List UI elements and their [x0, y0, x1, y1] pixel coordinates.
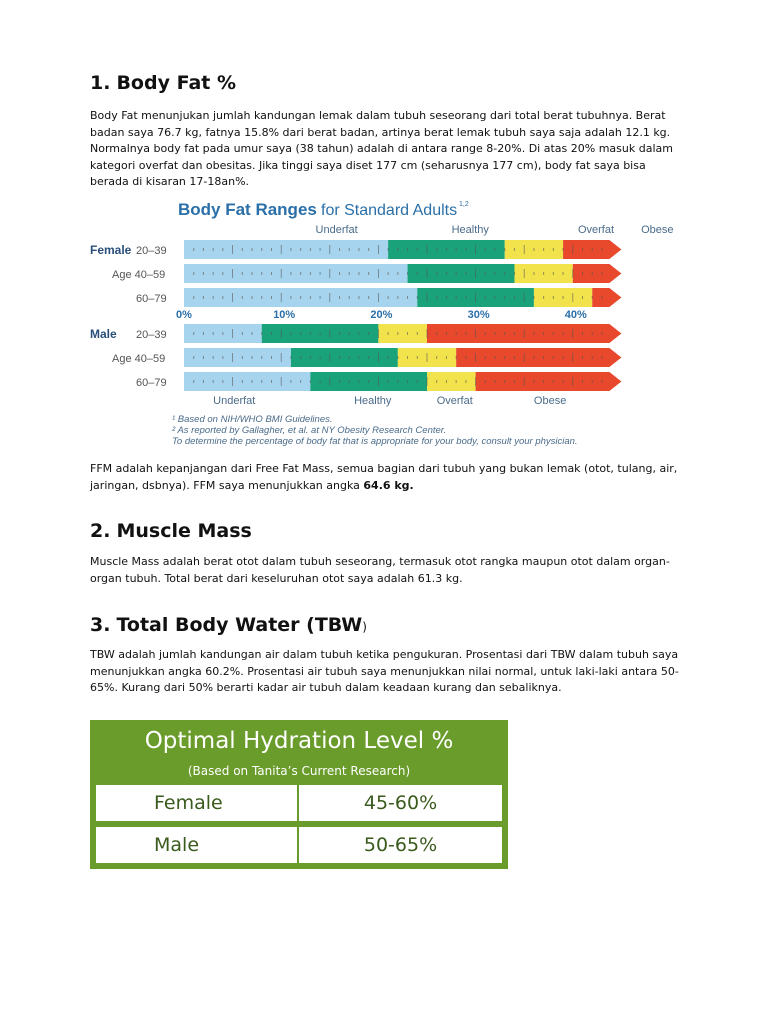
tick-dot	[514, 332, 515, 335]
tick-dot	[252, 380, 253, 383]
tick-dot	[504, 272, 505, 275]
tick-dot	[271, 380, 272, 383]
tick-dot	[310, 296, 311, 299]
tick-dot	[601, 248, 602, 251]
tick-dot	[300, 356, 301, 359]
tick-dot	[397, 296, 398, 299]
tick-dot	[349, 356, 350, 359]
tick-dot	[495, 248, 496, 251]
tick-dot	[543, 296, 544, 299]
tick-dot	[388, 356, 389, 359]
tick-dot	[193, 248, 194, 251]
obese-segment	[573, 264, 622, 283]
tick-dot	[563, 272, 564, 275]
age-range-label: Age 40–59	[112, 353, 166, 365]
group-label: Female	[90, 243, 132, 257]
tick-dot	[252, 272, 253, 275]
section-number: 2.	[90, 520, 111, 542]
tick-dot	[553, 380, 554, 383]
tick-dot	[436, 248, 437, 251]
tick-dot	[533, 248, 534, 251]
tick-dot	[271, 356, 272, 359]
obese-segment	[456, 348, 621, 367]
hydration-row-female	[96, 785, 502, 821]
tick-dot	[213, 356, 214, 359]
category-label-bottom: Healthy	[354, 395, 392, 407]
tick-dot	[563, 356, 564, 359]
tick-dot	[446, 380, 447, 383]
tick-dot	[514, 356, 515, 359]
tick-dot	[358, 248, 359, 251]
tick-dot	[300, 332, 301, 335]
section-title-paren: )	[362, 620, 367, 634]
tick-dot	[310, 248, 311, 251]
tick-dot	[495, 380, 496, 383]
tick-dot	[456, 380, 457, 383]
tick-dot	[456, 272, 457, 275]
tick-dot	[222, 296, 223, 299]
tick-dot	[533, 272, 534, 275]
tick-dot	[592, 272, 593, 275]
tick-dot	[193, 380, 194, 383]
tick-dot	[271, 296, 272, 299]
section-heading-body-fat	[90, 72, 236, 94]
chart-title-suffix: for Standard Adults	[321, 202, 458, 219]
tick-dot	[290, 332, 291, 335]
ffm-value: 64.6 kg.	[363, 478, 414, 492]
body-fat-ranges-chart	[86, 194, 674, 456]
x-tick-label: 0%	[176, 309, 192, 321]
tick-dot	[485, 356, 486, 359]
tick-dot	[407, 248, 408, 251]
hydration-value: 50-65%	[363, 834, 438, 856]
tick-dot	[310, 332, 311, 335]
tick-dot	[495, 332, 496, 335]
category-label-top: Obese	[641, 224, 674, 236]
tick-dot	[582, 248, 583, 251]
tick-dot	[358, 380, 359, 383]
hydration-label: Male	[96, 827, 299, 863]
tick-dot	[553, 248, 554, 251]
tick-dot	[465, 296, 466, 299]
hydration-value: 45-60%	[363, 792, 438, 814]
tick-dot	[300, 248, 301, 251]
tick-dot	[300, 380, 301, 383]
tick-dot	[252, 296, 253, 299]
tick-dot	[368, 356, 369, 359]
tick-dot	[582, 380, 583, 383]
tick-dot	[397, 272, 398, 275]
category-label-bottom: Underfat	[213, 395, 256, 407]
tick-dot	[446, 332, 447, 335]
tick-dot	[310, 356, 311, 359]
tick-dot	[368, 272, 369, 275]
tick-dot	[533, 356, 534, 359]
tick-dot	[582, 356, 583, 359]
tick-dot	[252, 248, 253, 251]
tick-dot	[193, 296, 194, 299]
tick-dot	[252, 356, 253, 359]
tick-dot	[504, 356, 505, 359]
tick-dot	[320, 248, 321, 251]
tick-dot	[320, 296, 321, 299]
tick-dot	[300, 272, 301, 275]
tick-dot	[514, 296, 515, 299]
tick-dot	[446, 296, 447, 299]
tick-dot	[533, 296, 534, 299]
tick-dot	[290, 356, 291, 359]
tick-dot	[504, 380, 505, 383]
tick-dot	[446, 272, 447, 275]
tick-dot	[601, 272, 602, 275]
tick-dot	[290, 272, 291, 275]
tick-dot	[388, 296, 389, 299]
tick-dot	[310, 380, 311, 383]
tick-dot	[543, 332, 544, 335]
tick-dot	[465, 248, 466, 251]
tick-dot	[456, 296, 457, 299]
underfat-segment	[184, 240, 388, 259]
tick-dot	[397, 356, 398, 359]
tick-dot	[436, 272, 437, 275]
tick-dot	[582, 272, 583, 275]
age-range-label: 20–39	[136, 329, 167, 341]
tick-dot	[485, 272, 486, 275]
tick-dot	[349, 332, 350, 335]
chart-footnote: To determine the percentage of body fat that is appropriate for your body, consult your physician.	[172, 436, 578, 447]
underfat-segment	[184, 264, 408, 283]
tick-dot	[417, 332, 418, 335]
tick-dot	[261, 356, 262, 359]
overfat-segment	[427, 372, 476, 391]
tick-dot	[485, 248, 486, 251]
chart-title: Body Fat Ranges	[178, 200, 317, 219]
tick-dot	[592, 332, 593, 335]
tick-dot	[495, 296, 496, 299]
ffm-paragraph	[90, 461, 680, 494]
tick-dot	[349, 272, 350, 275]
tick-dot	[417, 380, 418, 383]
tick-dot	[213, 248, 214, 251]
tick-dot	[601, 296, 602, 299]
tick-dot	[320, 380, 321, 383]
tick-dot	[465, 272, 466, 275]
category-label-bottom: Overfat	[436, 395, 473, 407]
section-title: Body Fat %	[116, 72, 237, 94]
tick-dot	[543, 248, 544, 251]
tick-dot	[261, 272, 262, 275]
tick-dot	[358, 272, 359, 275]
tick-dot	[358, 296, 359, 299]
hydration-row-male	[96, 827, 502, 863]
body-fat-paragraph: Body Fat menunjukan jumlah kandungan lemak dalam tubuh seseorang dari total berat tubuhnya. Berat badan saya 76.7 kg, fatnya 15.8% dari berat badan, artinya berat lemak tubuh saya saja adalah 12.1 kg. Normalnya body fat pada umur saya (38 tahun) adalah di antara range 8-20%. Di atas 20% masuk dalam kategori overfat dan obesitas. Jika tinggi saya diset 177 cm (seharusnya 177 cm), body fat saya bisa berada di kisaran 17-18an%.	[90, 109, 673, 188]
tick-dot	[407, 296, 408, 299]
tick-dot	[242, 272, 243, 275]
tick-dot	[388, 332, 389, 335]
tick-dot	[261, 248, 262, 251]
tick-dot	[417, 296, 418, 299]
tick-dot	[222, 380, 223, 383]
tick-dot	[290, 380, 291, 383]
tick-dot	[242, 356, 243, 359]
tick-dot	[563, 380, 564, 383]
tick-dot	[339, 380, 340, 383]
tick-dot	[222, 332, 223, 335]
tick-dot	[417, 248, 418, 251]
obese-segment	[476, 372, 622, 391]
tick-dot	[436, 296, 437, 299]
tick-dot	[222, 272, 223, 275]
tick-dot	[300, 296, 301, 299]
tick-dot	[563, 296, 564, 299]
tick-dot	[388, 272, 389, 275]
age-range-label: 20–39	[136, 245, 167, 257]
tick-dot	[592, 296, 593, 299]
tick-dot	[320, 272, 321, 275]
section-number: 3.	[90, 614, 111, 636]
tick-dot	[252, 332, 253, 335]
tick-dot	[514, 272, 515, 275]
tick-dot	[193, 272, 194, 275]
tick-dot	[388, 380, 389, 383]
tick-dot	[436, 332, 437, 335]
x-tick-label: 10%	[273, 309, 296, 321]
healthy-segment	[291, 348, 398, 367]
tick-dot	[203, 332, 204, 335]
age-range-label: Age 40–59	[112, 269, 166, 281]
tick-dot	[446, 356, 447, 359]
tick-dot	[213, 380, 214, 383]
tick-dot	[290, 296, 291, 299]
tick-dot	[553, 272, 554, 275]
tick-dot	[504, 296, 505, 299]
tick-dot	[397, 380, 398, 383]
tick-dot	[203, 380, 204, 383]
tick-dot	[543, 272, 544, 275]
tick-dot	[592, 356, 593, 359]
tick-dot	[368, 332, 369, 335]
overfat-segment	[378, 324, 427, 343]
section-heading-muscle-mass	[90, 520, 252, 542]
tick-dot	[397, 248, 398, 251]
tbw-paragraph: TBW adalah jumlah kandungan air dalam tubuh ketika pengukuran. Prosentasi dari TBW dalam tubuh saya menunjukkan angka 60.2%. Prosentasi air tubuh saya menunjukkan nilai normal, untuk laki-laki antara 50-65%. Kurang dari 50% berarti kadar air tubuh dalam keadaan kurang dan sebaliknya.	[90, 648, 679, 694]
section-number: 1.	[90, 72, 111, 94]
body-fat-chart-svg	[86, 194, 674, 456]
tick-dot	[290, 248, 291, 251]
chart-footnote: ² As reported by Gallagher, et al. at NY Obesity Research Center.	[172, 425, 447, 436]
tick-dot	[271, 248, 272, 251]
tick-dot	[465, 332, 466, 335]
tick-dot	[339, 248, 340, 251]
tick-dot	[339, 272, 340, 275]
tick-dot	[193, 356, 194, 359]
group-label: Male	[90, 327, 117, 341]
tick-dot	[465, 356, 466, 359]
tick-dot	[543, 380, 544, 383]
tick-dot	[563, 332, 564, 335]
tick-dot	[339, 332, 340, 335]
tick-dot	[553, 356, 554, 359]
tick-dot	[446, 248, 447, 251]
tick-dot	[261, 380, 262, 383]
tick-dot	[553, 332, 554, 335]
hydration-title: Optimal Hydration Level %	[144, 728, 454, 754]
tick-dot	[456, 356, 457, 359]
tick-dot	[349, 248, 350, 251]
tick-dot	[203, 272, 204, 275]
hydration-label: Female	[96, 785, 299, 821]
tick-dot	[397, 332, 398, 335]
section-title: Muscle Mass	[116, 520, 252, 542]
tick-dot	[465, 380, 466, 383]
ffm-paragraph-text: FFM adalah kepanjangan dari Free Fat Mass, semua bagian dari tubuh yang bukan lemak (otot, tulang, air, jaringan, dsbnya). FFM saya menunjukkan angka	[90, 462, 678, 492]
chart-footnote: ¹ Based on NIH/WHO BMI Guidelines.	[172, 414, 333, 425]
tick-dot	[261, 296, 262, 299]
tick-dot	[222, 248, 223, 251]
tick-dot	[358, 356, 359, 359]
tick-dot	[592, 248, 593, 251]
tick-dot	[495, 356, 496, 359]
tick-dot	[407, 272, 408, 275]
tick-dot	[533, 332, 534, 335]
tick-dot	[514, 248, 515, 251]
tick-dot	[592, 380, 593, 383]
tick-dot	[203, 356, 204, 359]
category-label-top: Overfat	[577, 224, 615, 236]
tick-dot	[222, 356, 223, 359]
tick-dot	[388, 248, 389, 251]
tick-dot	[213, 332, 214, 335]
tick-dot	[436, 356, 437, 359]
tick-dot	[358, 332, 359, 335]
tick-dot	[349, 380, 350, 383]
tick-dot	[582, 332, 583, 335]
tick-dot	[213, 272, 214, 275]
tick-dot	[193, 332, 194, 335]
chart-title-superscript: 1,2	[459, 201, 469, 208]
tick-dot	[320, 356, 321, 359]
healthy-segment	[408, 264, 515, 283]
tick-dot	[271, 332, 272, 335]
tick-dot	[436, 380, 437, 383]
category-label-top: Healthy	[451, 224, 489, 236]
tick-dot	[456, 332, 457, 335]
tick-dot	[261, 332, 262, 335]
tick-dot	[563, 248, 564, 251]
section-title: Total Body Water (TBW	[116, 614, 363, 636]
tick-dot	[349, 296, 350, 299]
category-label-bottom: Obese	[533, 395, 567, 407]
tick-dot	[339, 296, 340, 299]
tick-dot	[553, 296, 554, 299]
tick-dot	[271, 272, 272, 275]
muscle-mass-paragraph: Muscle Mass adalah berat otot dalam tubuh seseorang, termasuk otot rangka maupun otot dalam organ-organ tubuh. Total berat dari keseluruhan otot saya adalah 61.3 kg.	[90, 555, 670, 585]
hydration-level-table	[90, 720, 508, 869]
age-range-label: 60–79	[136, 293, 167, 305]
tick-dot	[242, 248, 243, 251]
underfat-segment	[184, 348, 291, 367]
section-heading-total-body-water	[90, 614, 367, 636]
tick-dot	[242, 332, 243, 335]
hydration-subtitle: (Based on Tanita’s Current Research)	[187, 764, 411, 778]
tick-dot	[582, 296, 583, 299]
tick-dot	[485, 380, 486, 383]
category-label-top: Underfat	[315, 224, 358, 236]
tick-dot	[601, 356, 602, 359]
tick-dot	[407, 356, 408, 359]
tick-dot	[339, 356, 340, 359]
x-tick-label: 30%	[467, 309, 490, 321]
tick-dot	[504, 248, 505, 251]
tick-dot	[242, 296, 243, 299]
tick-dot	[601, 380, 602, 383]
x-tick-label: 40%	[564, 309, 587, 321]
tick-dot	[533, 380, 534, 383]
tick-dot	[320, 332, 321, 335]
tick-dot	[368, 296, 369, 299]
tick-dot	[417, 272, 418, 275]
tick-dot	[203, 248, 204, 251]
tick-dot	[310, 272, 311, 275]
tick-dot	[485, 332, 486, 335]
tick-dot	[407, 380, 408, 383]
tick-dot	[504, 332, 505, 335]
tick-dot	[495, 272, 496, 275]
tick-dot	[407, 332, 408, 335]
tick-dot	[456, 248, 457, 251]
tick-dot	[543, 356, 544, 359]
tick-dot	[213, 296, 214, 299]
tick-dot	[368, 248, 369, 251]
obese-segment	[592, 288, 621, 307]
tick-dot	[417, 356, 418, 359]
x-tick-label: 20%	[370, 309, 393, 321]
tick-dot	[514, 380, 515, 383]
tick-dot	[368, 380, 369, 383]
tick-dot	[485, 296, 486, 299]
tick-dot	[242, 380, 243, 383]
tick-dot	[203, 296, 204, 299]
tick-dot	[601, 332, 602, 335]
age-range-label: 60–79	[136, 377, 167, 389]
